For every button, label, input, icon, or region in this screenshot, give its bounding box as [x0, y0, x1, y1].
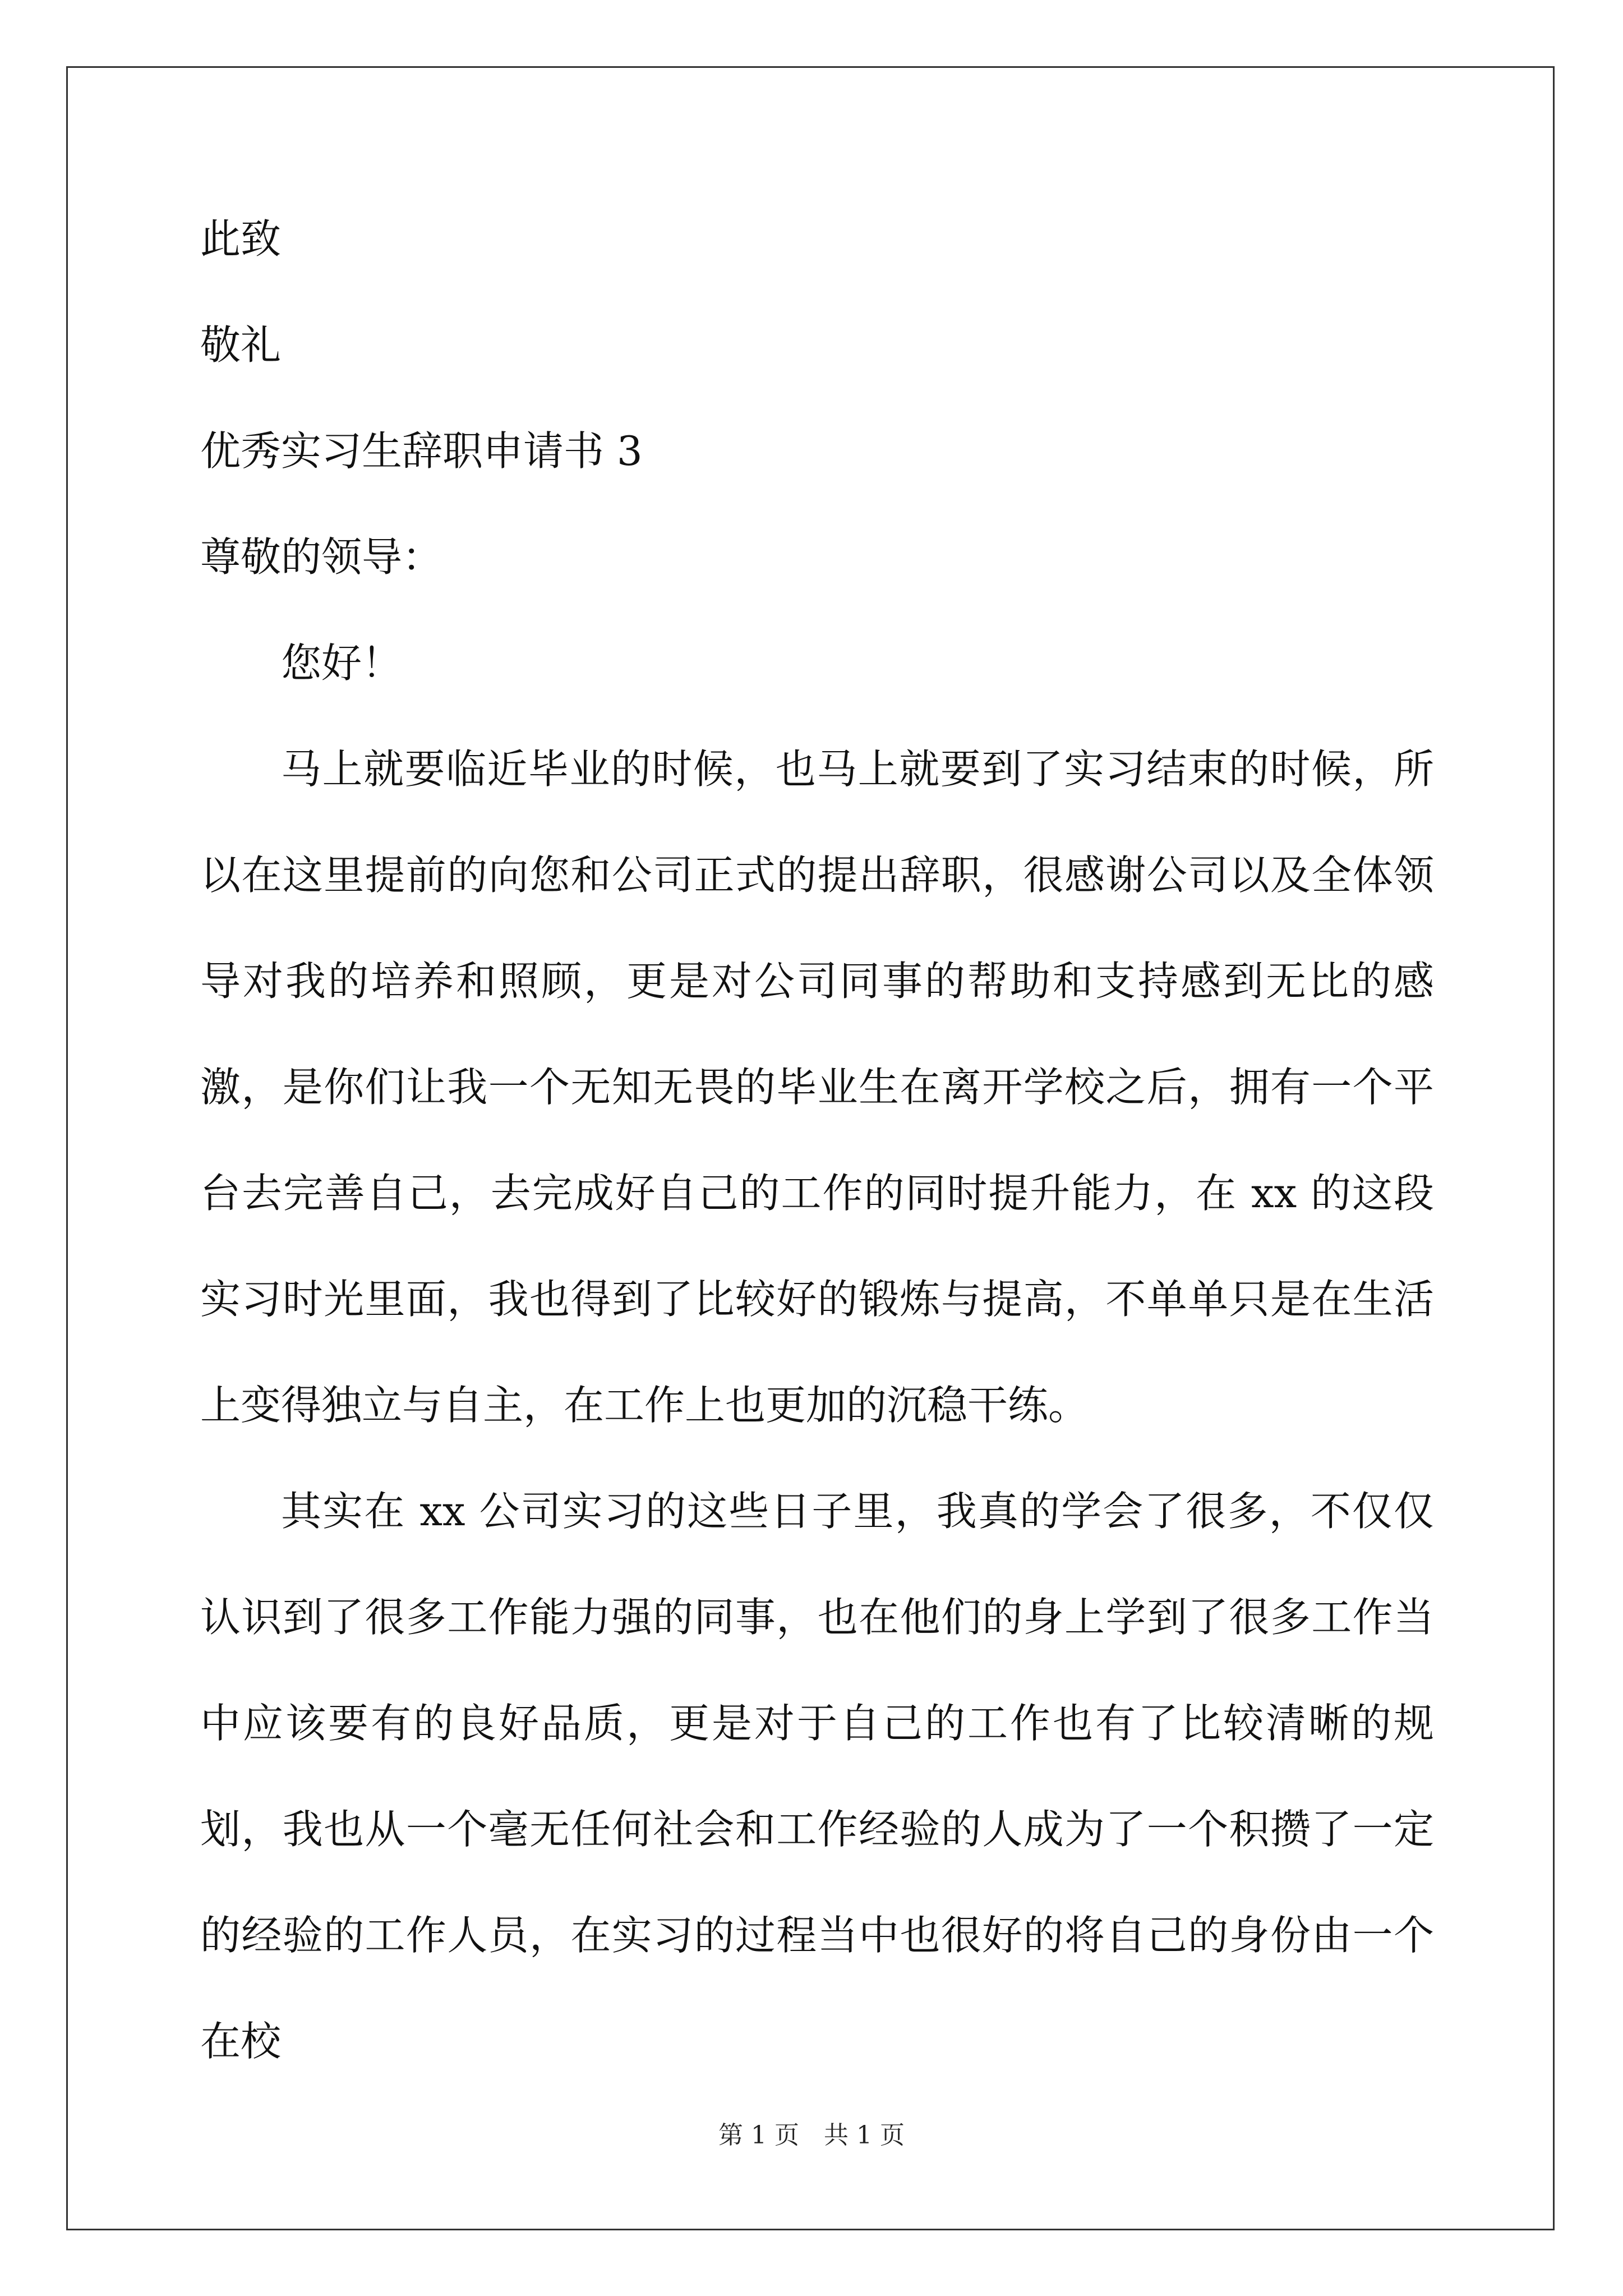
hello-line: 您好！ [281, 639, 403, 687]
greeting: 尊敬的领导： [200, 533, 443, 581]
document-body [200, 215, 1434, 2095]
section-title: 优秀实习生辞职申请书 3 [200, 427, 643, 475]
closing-line-2: 敬礼 [200, 321, 282, 369]
paragraph-1: 马上就要临近毕业的时候，也马上就要到了实习结束的时候，所以在这里提前的向您和公司正式的提出辞职，很感谢公司以及全体领导对我的培养和照顾，更是对公司同事的帮助和支持感到无比的感激，是你们让我一个无知无畏的毕业生在离开学校之后，拥有一个平台去完善自己，去完成好自己的工作的同时提升能力，在 xx 的这段实习时光里面，我也得到了比较好的锻炼与提高，不单单只是在生活上变得独立与自主，在工作上也更加的沉稳干练。 [200, 746, 1434, 1429]
closing-line-1: 此致 [200, 215, 282, 263]
page-footer: 第 1 页 共 1 页 [718, 2121, 905, 2150]
paragraph-2: 其实在 xx 公司实习的这些日子里，我真的学会了很多，不仅仅认识到了很多工作能力强的同事，也在他们的身上学到了很多工作当中应该要有的良好品质，更是对于自己的工作也有了比较清晰的规划，我也从一个毫无任何社会和工作经验的人成为了一个积攒了一定的经验的工作人员，在实习的过程当中也很好的将自己的身份由一个在校 [200, 1488, 1434, 2065]
